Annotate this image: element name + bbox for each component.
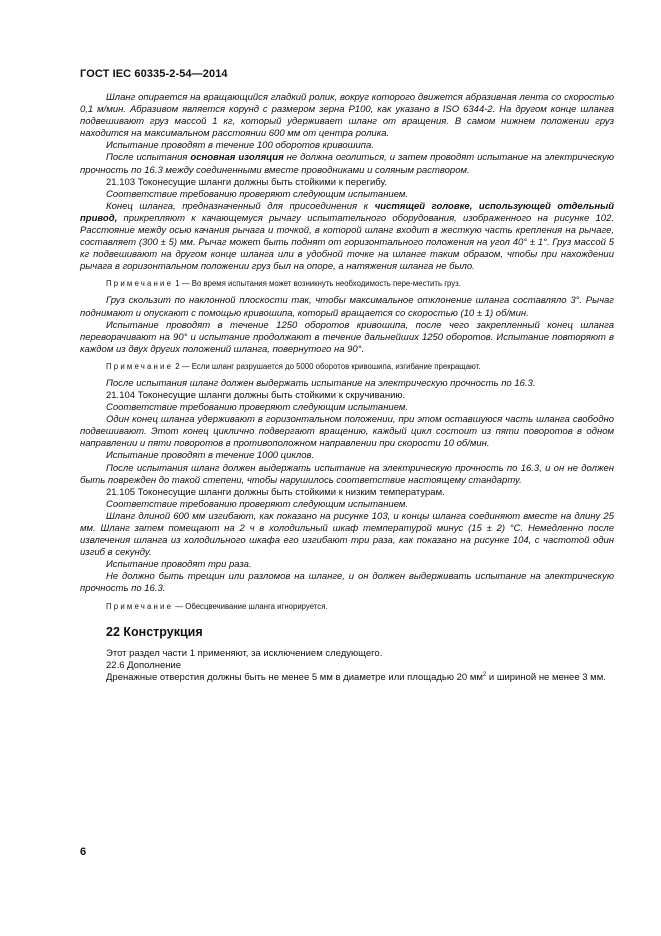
paragraph: Шланг опирается на вращающийся гладкий ролик, вокруг которого движется абразивная лента со скоростью 0,1 м/мин. Абразивом является корунд с размером зерна P100, как указано в ISO 6344-2. На другом конце шланга подвешивают груз массой 1 кг, который удерживает шланг от вращения. В самом нижнем положении груз находится на максимальном расстоянии 600 мм от центра ролика. bbox=[80, 92, 614, 140]
clause-21-104: 21.104 Токонесущие шланги должны быть стойкими к скручиванию. bbox=[106, 389, 406, 401]
paragraph: Испытание проводят в течение 1250 оборотов кривошипа, после чего закрепленный конец шланга переворачивают на 90° и испытание продолжают в течение дальнейших 1250 оборотов. Испытание повторяют в каждом из двух других положений шланга, повернутого на 90°. bbox=[80, 319, 614, 355]
text-run: и шириной не менее 3 мм. bbox=[486, 671, 606, 683]
text-run: Дренажные отверстия должны быть не менее 5 мм в диаметре или площадью 20 мм bbox=[106, 671, 483, 683]
clause-21-103: 21.103 Токонесущие шланги должны быть стойкими к перегибу. bbox=[106, 176, 387, 188]
paragraph: Груз скользит по наклонной плоскости так, чтобы максимальное отклонение шланга составляло 3°. Рычаг поднимают и опускают с помощью кривошипа, который вращается со скоростью (10 ± 1) об/мин. bbox=[80, 295, 614, 319]
document-header: ГОСТ IEC 60335-2-54—2014 bbox=[80, 68, 228, 80]
paragraph: После испытания шланг должен выдержать испытание на электрическую прочность по 16.3, и он не должен быть поврежден до такой степени, чтобы нарушилось соответствие настоящему стандарту. bbox=[80, 462, 614, 486]
section-title: 22 Конструкция bbox=[106, 624, 203, 639]
clause-22-6: 22.6 Дополнение bbox=[106, 659, 182, 671]
note-text: 1 — Во время испытания может возникнуть необходимость пере-местить груз. bbox=[173, 279, 461, 289]
paragraph: Шланг длиной 600 мм изгибают, как показано на рисунке 103, и концы шланга соединяют вместе на длину 25 мм. Шланг затем помещают на 2 ч в холодильный шкаф температурой минус (15 ± 2) °С. Немедленно после извлечения шланга из холодильного шкафа его изгибают три раза, как показано на рисунке 104, с частотой один изгиб в секунду. bbox=[80, 510, 614, 559]
note-label: Примечание bbox=[106, 601, 174, 611]
text-run: Конец шланга, предназначенный для присоединения к bbox=[106, 200, 375, 212]
paragraph: Соответствие требованию проверяют следующим испытанием. bbox=[106, 498, 409, 510]
paragraph: Этот раздел части 1 применяют, за исключением следующего. bbox=[106, 647, 383, 659]
text-run: прикрепляют к качающемуся рычагу испытательного оборудования, изображенного на рисунке 102. Расстояние между осью качания рычага и точкой, в которой шланг входит в жесткую часть крепления на рычаге, составляет (300 ± 5) мм. Рычаг может быть поднят от горизонтального положения на угол 40° ± 1°. Груз массой 5 кг подвешивают на другом конце шланга или в удобной точке на шланге таким образом, чтобы при нахождении рычага в горизонтальном положении груз был на опоре, а натяжения шланга не было. bbox=[80, 212, 614, 273]
paragraph bbox=[80, 672, 614, 684]
text-run: После испытания bbox=[106, 152, 191, 164]
note-label: Примечание bbox=[106, 361, 174, 371]
document-body bbox=[80, 92, 614, 684]
note-text: — Обесцвечивание шланга игнорируется. bbox=[173, 601, 328, 611]
term-bold: чистящей головке, использующей отдельный привод, bbox=[80, 200, 615, 224]
paragraph: Соответствие требованию проверяют следующим испытанием. bbox=[106, 188, 409, 200]
paragraph bbox=[80, 152, 614, 176]
clause-21-105: 21.105 Токонесущие шланги должны быть стойкими к низким температурам. bbox=[106, 486, 445, 498]
superscript: 2 bbox=[482, 671, 487, 678]
note-label: Примечание bbox=[106, 279, 174, 289]
paragraph: После испытания шланг должен выдержать испытание на электрическую прочность по 16.3. bbox=[106, 377, 536, 389]
paragraph: Испытание проводят в течение 100 оборотов кривошипа. bbox=[106, 140, 374, 152]
note-text: 2 — Если шланг разрушается до 5000 оборотов кривошипа, изгибание прекращают. bbox=[173, 361, 481, 371]
term-bold: основная изоляция bbox=[190, 152, 284, 164]
text-run: не должна оголиться, и затем проводят испытание на электрическую прочность по 16.3 между соединенными вместе проводниками и соляным раствором. bbox=[80, 152, 615, 176]
paragraph: Испытание проводят три раза. bbox=[106, 559, 252, 571]
note-3 bbox=[80, 601, 614, 612]
paragraph: Соответствие требованию проверяют следующим испытанием. bbox=[106, 402, 409, 414]
paragraph: Испытание проводят в течение 1000 циклов. bbox=[106, 450, 315, 462]
paragraph bbox=[80, 201, 614, 274]
page-number: 6 bbox=[80, 846, 87, 858]
note-1 bbox=[80, 278, 614, 289]
paragraph: Не должно быть трещин или разломов на шланге, и он должен выдерживать испытание на электрическую прочность по 16.3. bbox=[80, 571, 614, 595]
note-2 bbox=[80, 361, 614, 372]
paragraph: Один конец шланга удерживают в горизонтальном положении, при этом оставшуюся часть шланга свободно подвешивают. Этот конец циклично подвергают вращению, каждый цикл состоит из пяти поворотов в одном направлении и пяти поворотов в противоположном направлении при скорости 10 об/мин. bbox=[80, 414, 614, 450]
